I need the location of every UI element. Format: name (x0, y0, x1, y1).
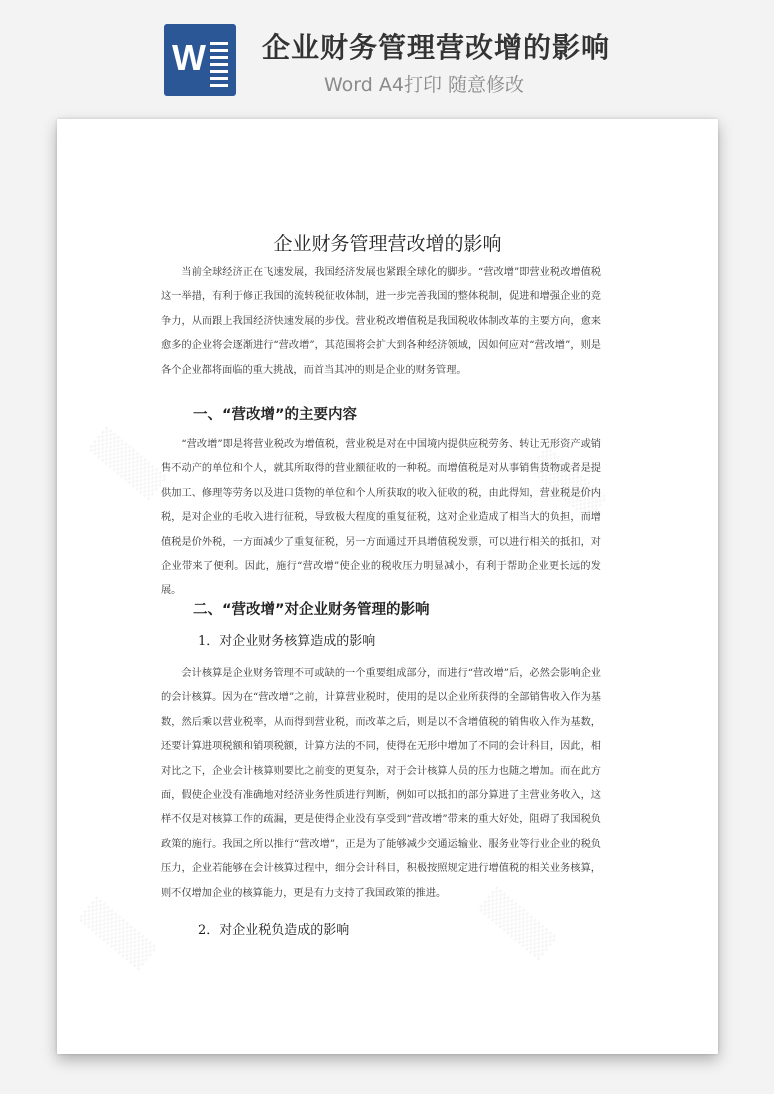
banner-subtitle: Word A4打印 随意修改 (324, 74, 525, 96)
word-logo-lines (210, 42, 228, 91)
document-title: 企业财务管理营改增的影响 (273, 233, 502, 255)
header-banner (0, 0, 774, 118)
subsection-2-heading: 2．对企业税负造成的影响 (198, 923, 350, 938)
section-1-heading: 一、“营改增”的主要内容 (193, 407, 358, 423)
section-2-heading: 二、“营改增”对企业财务管理的影响 (193, 602, 430, 618)
document-page (57, 119, 718, 1054)
subsection-1-paragraph: 会计核算是企业财务管理不可或缺的一个重要组成部分，而进行“营改增”后，必然会影响企业的会计核算。因为在“营改增”之前，计算营业税时，使用的是以企业所获得的全部销售收入作为基数，然后乘以营业税率，从而得到营业税，而改革之后，则是以不含增值税的销售收入作为基数，还要计算进项税额和销项税额，计算方法的不同，使得在无形中增加了不同的会计科目，因此，相对比之下，企业会计核算则要比之前变的更复杂，对于会计核算人员的压力也随之增加。而在此方面，假使企业没有准确地对经济业务性质进行判断，例如可以抵扣的部分算进了主营业务收入，这样不仅是对核算工作的疏漏，更是使得企业没有享受到“营改增”带来的重大好处，阻碍了我国税负政策的施行。我国之所以推行“营改增”，正是为了能够减少交通运输业、服务业等行业企业的税负压力，企业若能够在会计核算过程中，细分会计科目，积极按照规定进行增值税的相关业务核算，则不仅增加企业的核算能力，更是有力支持了我国政策的推进。 (161, 668, 601, 899)
intro-paragraph: 当前全球经济正在飞速发展，我国经济发展也紧跟全球化的脚步。“营改增”即营业税改增值税这一举措，有利于修正我国的流转税征收体制，进一步完善我国的整体税制，促进和增强企业的竞争力，从而跟上我国经济快速发展的步伐。营业税改增值税是我国税收体制改革的主要方向，愈来愈多的企业将会逐渐进行“营改增”，其范围将会扩大到各种经济领域，因如何应对“营改增”，则是各个企业都将面临的重大挑战，而首当其冲的则是企业的财务管理。 (161, 267, 601, 376)
banner-title: 企业财务管理营改增的影响 (262, 31, 611, 64)
word-logo-letter: W (172, 37, 206, 78)
subsection-1-heading: 1．对企业财务核算造成的影响 (198, 634, 376, 649)
section-1-paragraph: “营改增”即是将营业税改为增值税，营业税是对在中国境内提供应税劳务、转让无形资产或销售不动产的单位和个人，就其所取得的营业额征收的一种税。而增值税是对从事销售货物或者是提供加工、修理等劳务以及进口货物的单位和个人所获取的收入征收的税，由此得知，营业税是价内税，是对企业的毛收入进行征税，导致极大程度的重复征税，这对企业造成了相当大的负担，而增值税是价外税，一方面减少了重复征税，另一方面通过开具增值税发票，可以进行相关的抵扣，对企业带来了便利。因此，施行“营改增”使企业的税收压力明显减小，有利于帮助企业更长远的发展。 (161, 439, 601, 597)
word-icon (164, 24, 236, 96)
watermark (87, 427, 168, 501)
watermark (77, 897, 158, 971)
